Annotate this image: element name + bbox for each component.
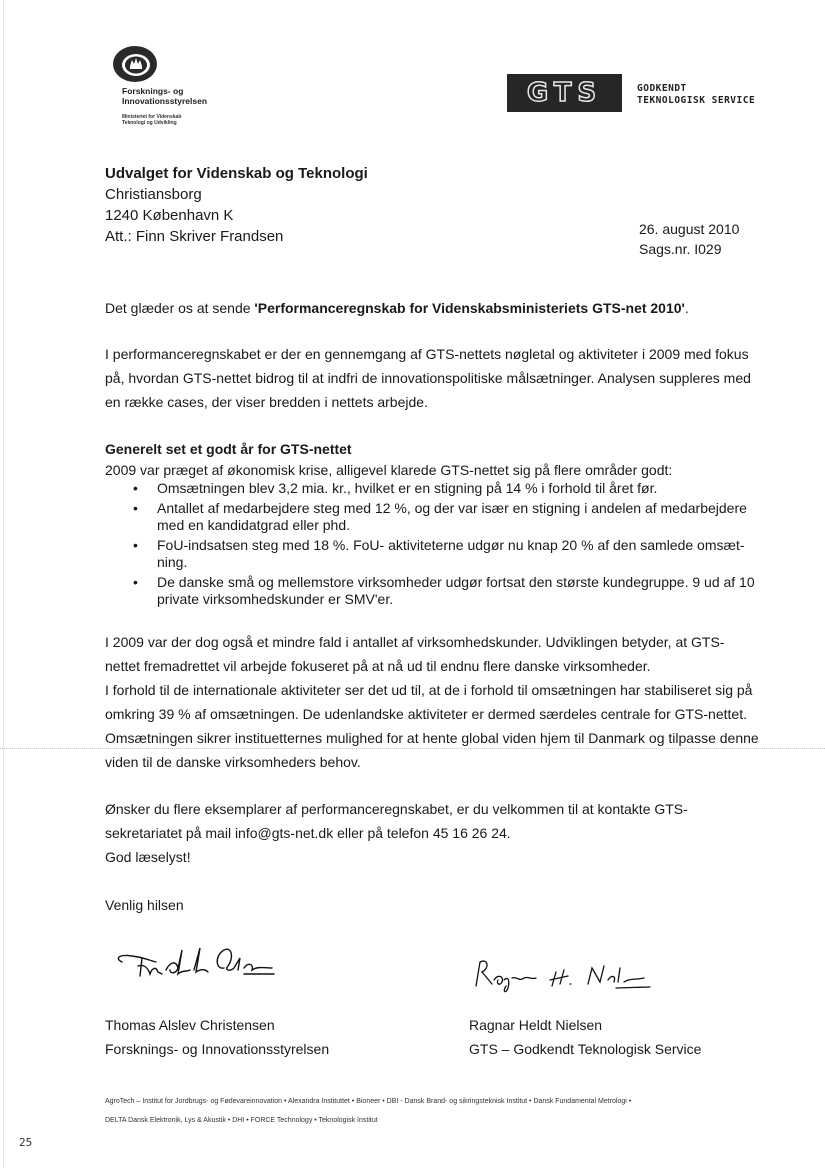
- ministry-logo-line: Innovationsstyrelsen: [122, 96, 208, 106]
- list-item-text: Omsætningen blev 3,2 mia. kr., hvilket er en stigning på 14 % i forhold til året før.: [157, 480, 658, 496]
- ministry-sub-line: Teknologi og Udvikling: [122, 120, 177, 126]
- bullet-icon: •: [133, 537, 138, 553]
- section-heading: Generelt set et godt år for GTS-nettet: [105, 441, 352, 457]
- list-item-text: Antallet af medarbejdere steg med 12 %, og der var især en stigning i andelen af medarbejdere med en kandidatgrad eller phd.: [157, 500, 747, 533]
- ministry-logo-text: [122, 86, 207, 106]
- list-item: [105, 574, 765, 608]
- case-number: Sags.nr. I029: [639, 241, 722, 257]
- recipient-line: 1240 København K: [105, 207, 234, 224]
- signature-right-icon: [468, 952, 658, 997]
- text-line: I 2009 var der dog også et mindre fald i antallet af virksomhedskunder. Udviklingen betyder, at GTS-: [105, 634, 725, 650]
- bullet-icon: •: [133, 480, 138, 496]
- gts-tagline-line: GODKENDT: [637, 83, 687, 94]
- text-line: Omsætningen sikrer instituetternes mulighed for at hente global viden hjem til Danmark og tilpasse denne: [105, 730, 759, 746]
- gts-logo-text: GTS: [526, 78, 603, 108]
- signature-left-icon: [112, 940, 282, 990]
- report-title: 'Performanceregnskab for Videnskabsministeriets GTS-net 2010': [254, 300, 685, 316]
- gts-tagline: [637, 83, 755, 107]
- section-lead: 2009 var præget af økonomisk krise, alligevel klarede GTS-nettet sig på flere områder godt:: [105, 462, 673, 478]
- footer-line: AgroTech – Institut for Jordbrugs- og Fødevareinnovation • Alexandra Instituttet • Bioneer • DBI - Dansk Brand- og sikringsteknisk Institut • Dansk Fundamental Metrologi •: [105, 1098, 632, 1105]
- signatory-name: Thomas Alslev Christensen: [105, 1017, 275, 1033]
- text-line: God læselyst!: [105, 849, 191, 865]
- closing-greeting: Venlig hilsen: [105, 897, 184, 913]
- ministry-crest-icon: [112, 44, 158, 84]
- intro-paragraph: [105, 296, 765, 320]
- signatory-name: Ragnar Heldt Nielsen: [469, 1017, 603, 1033]
- list-item: [105, 500, 765, 534]
- text-line: Ønsker du flere eksemplarer af performanceregnskabet, er du velkommen til at kontakte GTS-: [105, 801, 688, 817]
- list-item: [105, 480, 765, 497]
- text-line: omkring 39 % af omsætningen. De udenlandske aktiviteter er dermed særdeles centrale for GTS-nettet.: [105, 706, 747, 722]
- letter-date: 26. august 2010: [639, 221, 740, 237]
- text-line: sekretariatet på mail info@gts-net.dk eller på telefon 45 16 26 24.: [105, 825, 511, 841]
- signatory-left: [105, 1013, 329, 1061]
- letter-meta: [639, 219, 739, 259]
- key-figures-list: [105, 480, 765, 611]
- ministry-sub-text: [122, 114, 181, 126]
- gts-logo: [507, 74, 622, 112]
- footer-institutes: [105, 1092, 785, 1130]
- page-edge: [3, 0, 4, 1168]
- ministry-sub-line: Ministeriet for Videnskab: [122, 114, 182, 120]
- signatory-right: [469, 1013, 701, 1061]
- gts-tagline-line: TEKNOLOGISK SERVICE: [637, 95, 756, 106]
- text-line: viden til de danske virksomheders behov.: [105, 754, 361, 770]
- recipient-line: Christiansborg: [105, 186, 202, 203]
- list-item: [105, 537, 765, 571]
- page-number: 25: [19, 1136, 33, 1149]
- text-line: I forhold til de internationale aktiviteter ser det ud til, at de i forhold til omsætningen har stabiliseret sig på: [105, 682, 753, 698]
- bullet-icon: •: [133, 574, 138, 590]
- list-item-text: De danske små og mellemstore virksomheder udgør fortsat den største kundegruppe. 9 ud af 10 private virksomhedskunder er SMV'er.: [157, 574, 755, 607]
- signatory-org: Forsknings- og Innovationsstyrelsen: [105, 1041, 330, 1057]
- recipient-address: [105, 163, 368, 247]
- text-line: nettet fremadrettet vil arbejde fokuseret på at nå ud til endnu flere danske virksomheder.: [105, 658, 651, 674]
- recipient-name: Udvalget for Videnskab og Teknologi: [105, 165, 368, 182]
- paragraph-contact: [105, 797, 765, 869]
- intro-text: Det glæder os at sende: [105, 300, 255, 316]
- signatory-org: GTS – Godkendt Teknologisk Service: [469, 1041, 702, 1057]
- intro-period: .: [684, 300, 689, 316]
- paragraph-development: [105, 630, 765, 774]
- paragraph-overview: I performanceregnskabet er der en gennemgang af GTS-nettets nøgletal og aktiviteter i 2009 med fokus på, hvordan GTS-nettet bidrog til at indfri de innovationspolitiske målsætninger. Analysen suppleres med en række cases, der viser bredden i nettets arbejde.: [105, 346, 751, 410]
- bullet-icon: •: [133, 500, 138, 516]
- recipient-attention: Att.: Finn Skriver Frandsen: [105, 228, 284, 245]
- footer-line: DELTA Dansk Elektronik, Lys & Akustik • DHI • FORCE Technology • Teknologisk Institut: [105, 1117, 378, 1124]
- ministry-logo-line: Forsknings- og: [122, 86, 184, 96]
- list-item-text: FoU-indsatsen steg med 18 %. FoU- aktiviteterne udgør nu knap 20 % af den samlede omsæt-ning.: [157, 537, 745, 570]
